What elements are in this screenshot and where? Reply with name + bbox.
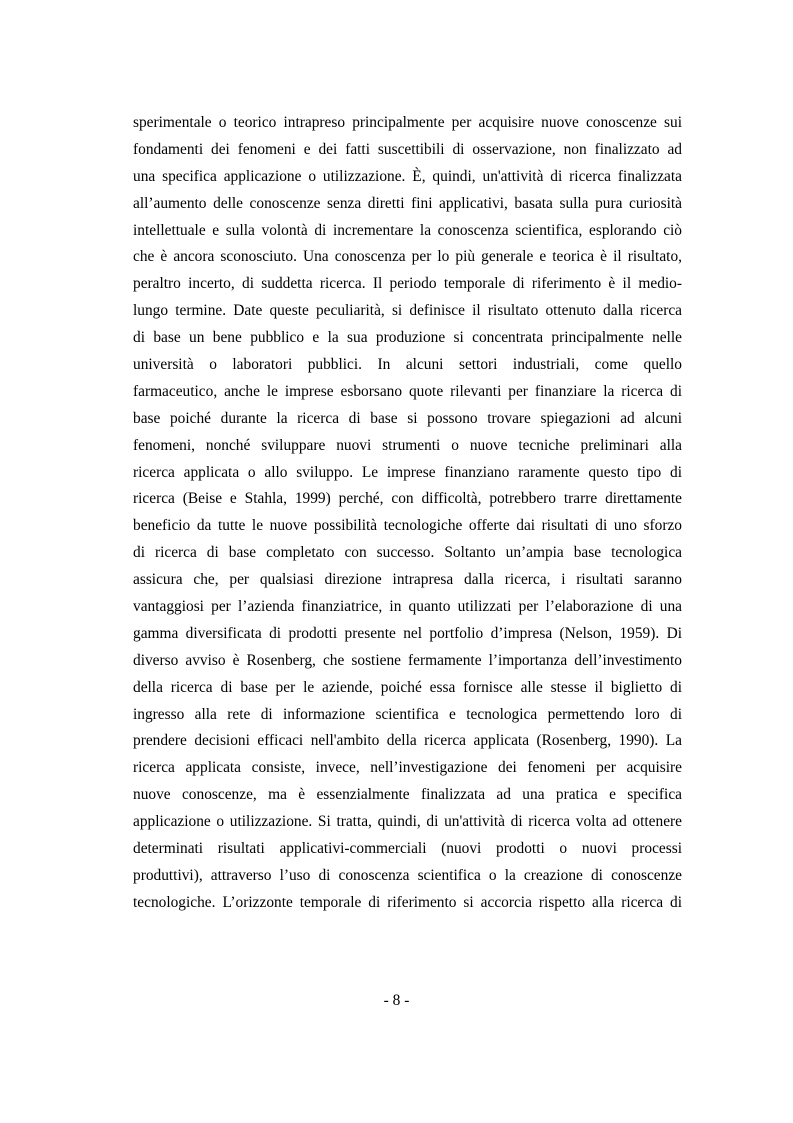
text-line: lungo termine. Date queste peculiarità, si definisce il risultato ottenuto dalla ricerca xyxy=(133,302,682,320)
text-line: gamma diversificata di prodotti presente nel portfolio d’impresa (Nelson, 1959). Di xyxy=(133,624,682,642)
text-line: della ricerca di base per le aziende, poiché essa fornisce alle stesse il biglietto di xyxy=(133,678,682,696)
text-line: ricerca (Beise e Stahla, 1999) perché, con difficoltà, potrebbero trarre direttamente xyxy=(133,490,682,508)
text-line: assicura che, per qualsiasi direzione intrapresa dalla ricerca, i risultati saranno xyxy=(133,571,682,589)
text-line: che è ancora sconosciuto. Una conoscenza per lo più generale e teorica è il risultato, xyxy=(133,248,682,266)
body-text xyxy=(133,110,682,917)
page-number: - 8 - xyxy=(383,992,410,1009)
text-line: ricerca applicata consiste, invece, nell’investigazione dei fenomeni per acquisire xyxy=(133,759,682,777)
text-line: diverso avviso è Rosenberg, che sostiene fermamente l’importanza dell’investimento xyxy=(133,651,682,669)
text-line: ingresso alla rete di informazione scientifica e tecnologica permettendo loro di xyxy=(133,705,682,723)
text-line: nuove conoscenze, ma è essenzialmente finalizzata ad una pratica e specifica xyxy=(133,786,682,804)
text-line: determinati risultati applicativi-commerciali (nuovi prodotti o nuovi processi xyxy=(133,840,682,858)
text-line: prendere decisioni efficaci nell'ambito della ricerca applicata (Rosenberg, 1990). La xyxy=(133,732,682,750)
text-line: produttivi), attraverso l’uso di conoscenza scientifica o la creazione di conoscenze xyxy=(133,866,682,884)
text-line: farmaceutico, anche le imprese esborsano quote rilevanti per finanziare la ricerca di xyxy=(133,382,682,400)
text-line: sperimentale o teorico intrapreso principalmente per acquisire nuove conoscenze sui xyxy=(133,114,682,131)
text-line: tecnologiche. L’orizzonte temporale di riferimento si accorcia rispetto alla ricerca di xyxy=(133,893,682,911)
text-line: università o laboratori pubblici. In alcuni settori industriali, come quello xyxy=(133,356,682,374)
text-line: ricerca applicata o allo sviluppo. Le imprese finanziano raramente questo tipo di xyxy=(133,463,682,481)
text-line: vantaggiosi per l’azienda finanziatrice, in quanto utilizzati per l’elaborazione di una xyxy=(133,598,682,616)
text-line: beneficio da tutte le nuove possibilità tecnologiche offerte dai risultati di uno sforzo xyxy=(133,517,682,535)
text-line: di ricerca di base completato con successo. Soltanto un’ampia base tecnologica xyxy=(133,544,682,562)
text-line: applicazione o utilizzazione. Si tratta, quindi, di un'attività di ricerca volta ad ottenere xyxy=(133,813,682,831)
text-line: base poiché durante la ricerca di base si possono trovare spiegazioni ad alcuni xyxy=(133,409,682,427)
text-line: fenomeni, nonché sviluppare nuovi strumenti o nuove tecniche preliminari alla xyxy=(133,436,682,454)
text-line: all’aumento delle conoscenze senza diretti fini applicativi, basata sulla pura curiosità xyxy=(133,194,682,212)
text-line: una specifica applicazione o utilizzazione. È, quindi, un'attività di ricerca finalizzata xyxy=(133,167,682,185)
text-line: di base un bene pubblico e la sua produzione si concentrata principalmente nelle xyxy=(133,329,682,347)
text-line: peraltro incerto, di suddetta ricerca. Il periodo temporale di riferimento è il medio- xyxy=(133,275,682,293)
text-line: intellettuale e sulla volontà di incrementare la conoscenza scientifica, esplorando ciò xyxy=(133,221,682,239)
text-line: fondamenti dei fenomeni e dei fatti suscettibili di osservazione, non finalizzato ad xyxy=(133,140,682,158)
